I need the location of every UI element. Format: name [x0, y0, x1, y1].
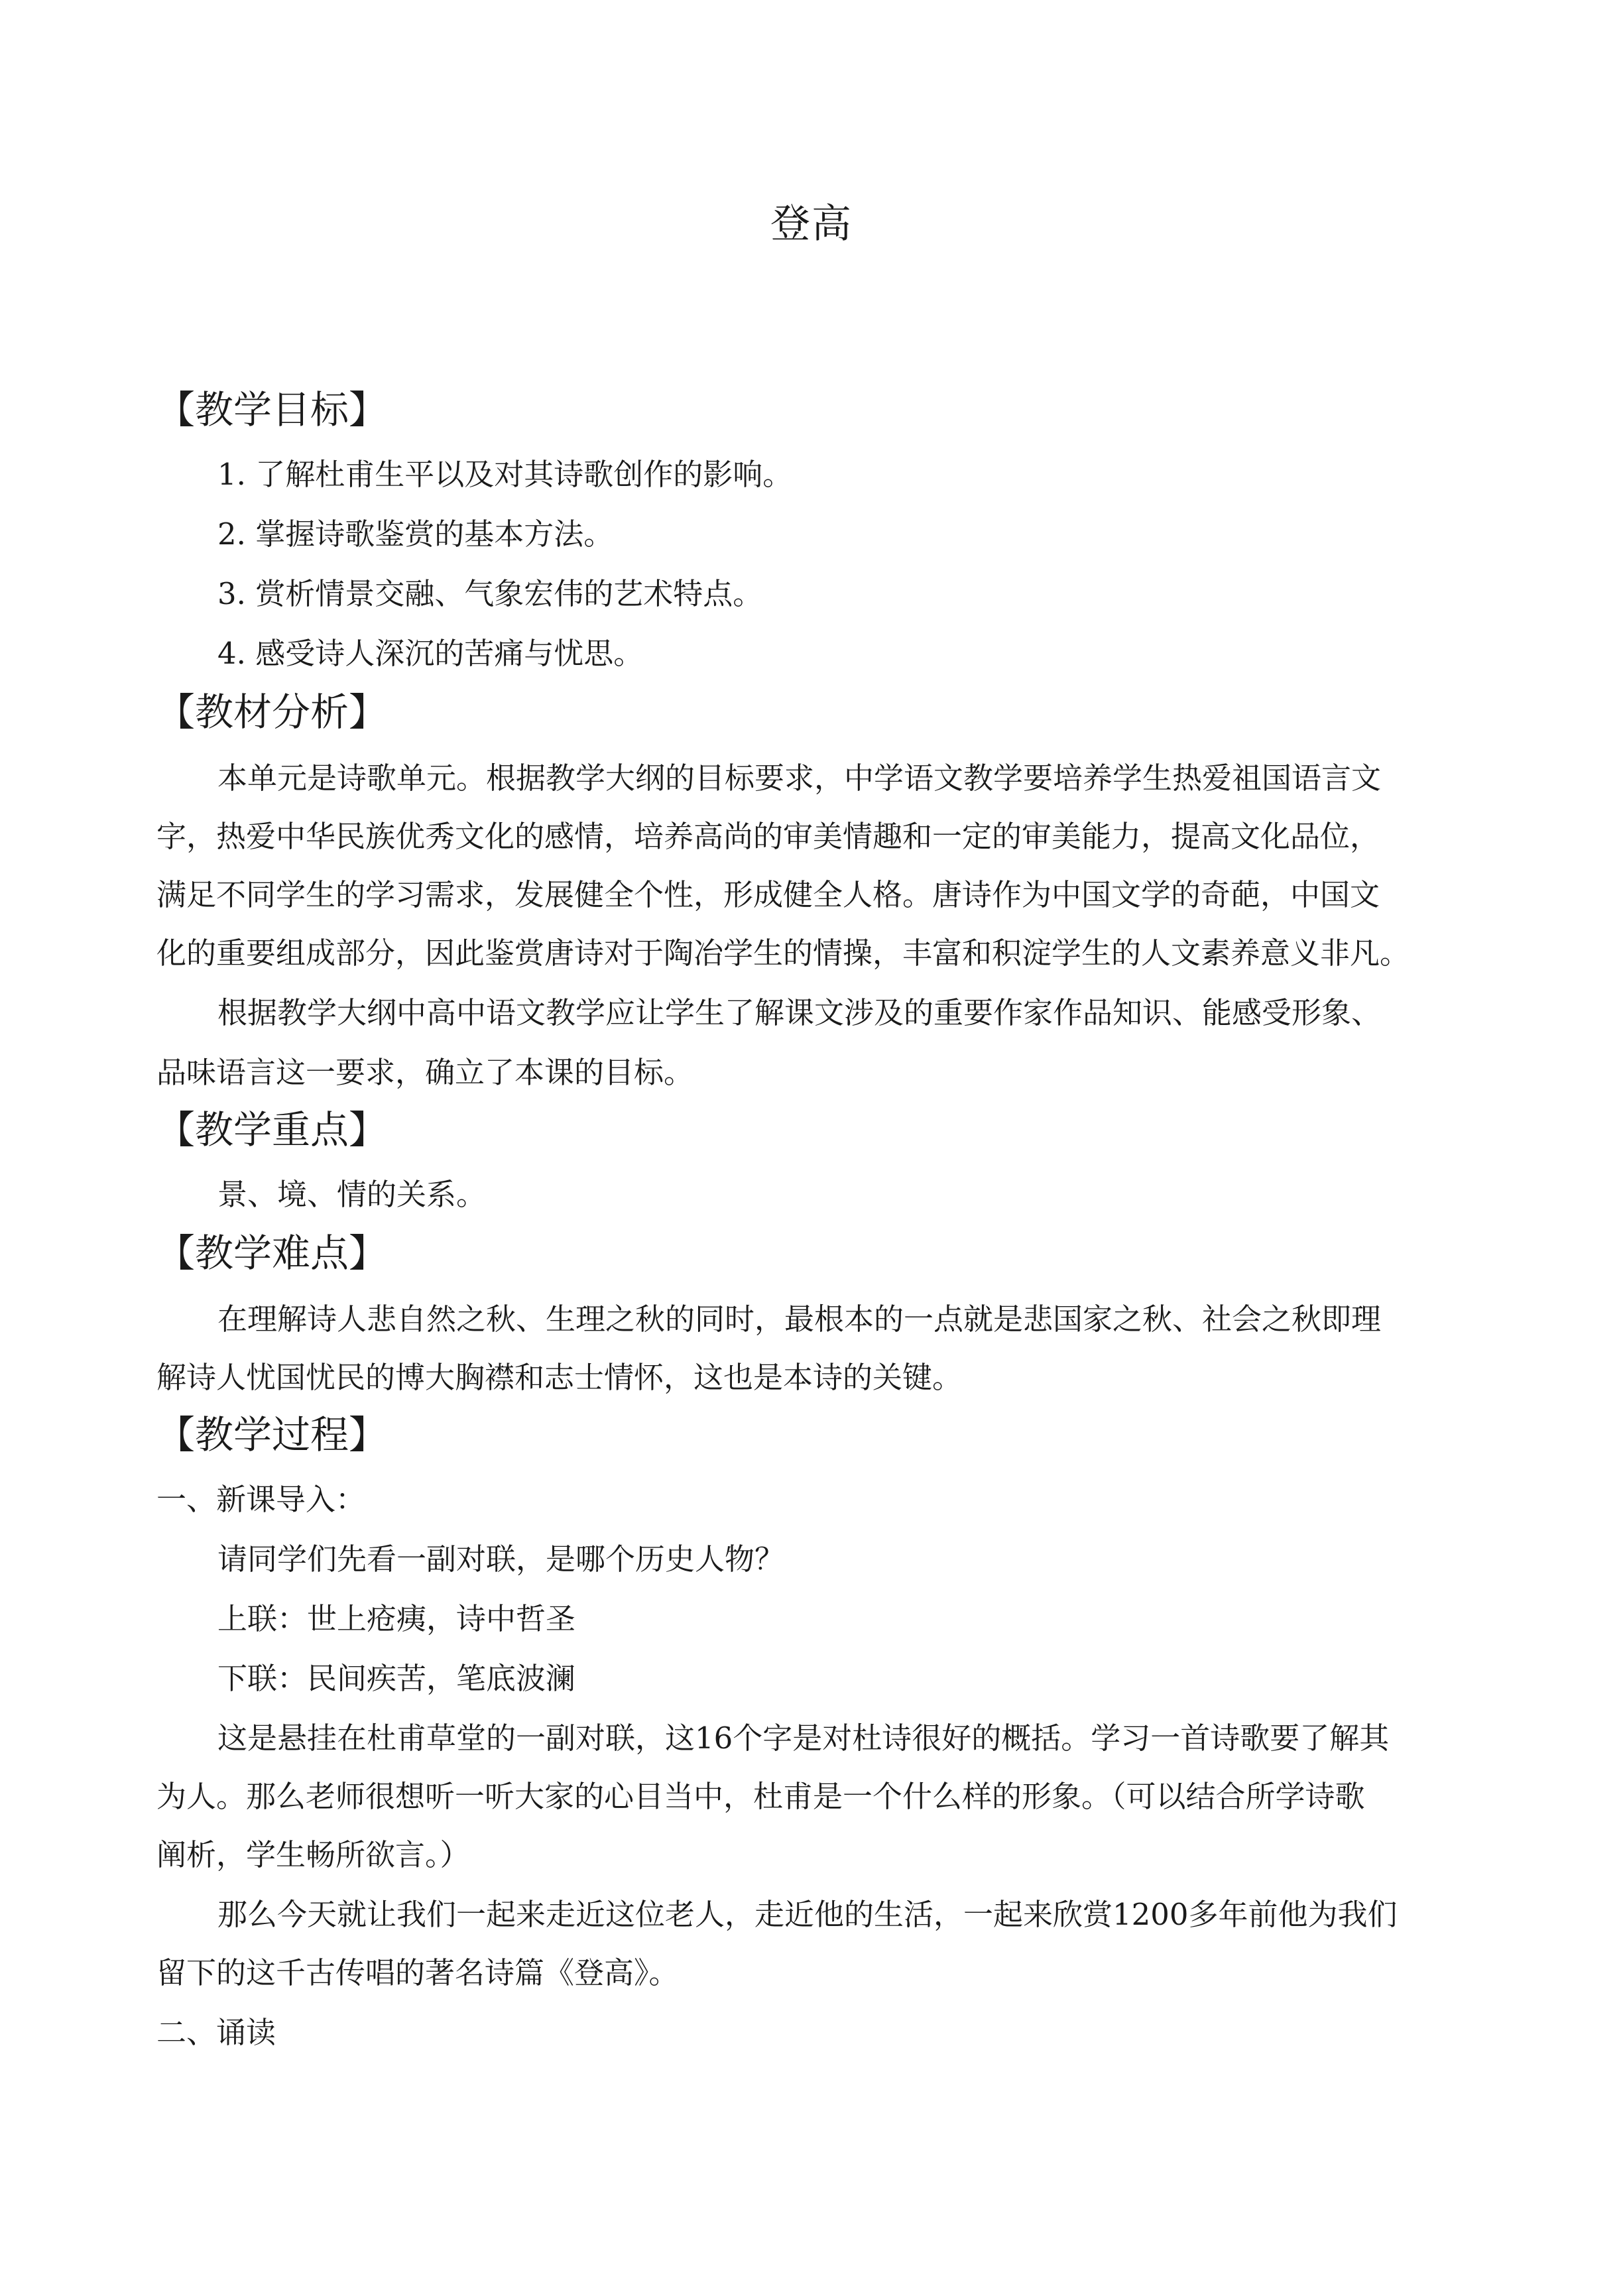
process-part2-title: 二、诵读 — [156, 2015, 276, 2050]
process-heading: 【教学过程】 — [156, 1412, 388, 1457]
objective-item: 3. 赏析情景交融、气象宏伟的艺术特点。 — [217, 576, 763, 611]
process-paragraph-line: 这是悬挂在杜甫草堂的一副对联，这16个字是对杜诗很好的概括。学习一首诗歌要了解其 — [217, 1721, 1390, 1756]
material-paragraph-line: 满足不同学生的学习需求，发展健全个性，形成健全人格。唐诗作为中国文学的奇葩，中国文 — [156, 877, 1380, 912]
material-paragraph-line: 本单元是诗歌单元。根据教学大纲的目标要求，中学语文教学要培养学生热爱祖国语言文 — [217, 760, 1382, 796]
material-paragraph-line: 根据教学大纲中高中语文教学应让学生了解课文涉及的重要作家作品知识、能感受形象、 — [217, 995, 1382, 1030]
process-paragraph-line: 留下的这千古传唱的著名诗篇《登高》。 — [156, 1955, 679, 1990]
difficulty-paragraph-line: 解诗人忧国忧民的博大胸襟和志士情怀，这也是本诗的关键。 — [156, 1360, 963, 1395]
material-heading: 【教材分析】 — [156, 690, 388, 735]
difficulty-heading: 【教学难点】 — [156, 1231, 388, 1276]
key-points-text: 景、境、情的关系。 — [217, 1177, 487, 1212]
material-paragraph-line: 品味语言这一要求，确立了本课的目标。 — [156, 1055, 694, 1090]
process-paragraph-line: 那么今天就让我们一起来走近这位老人，走近他的生活，一起来欣赏1200多年前他为我们 — [217, 1897, 1398, 1932]
key-points-heading: 【教学重点】 — [156, 1107, 388, 1152]
couplet-upper: 上联：世上疮痍，诗中哲圣 — [217, 1601, 576, 1636]
process-part1-title: 一、新课导入： — [156, 1482, 366, 1517]
material-paragraph-line: 化的重要组成部分，因此鉴赏唐诗对于陶冶学生的情操，丰富和积淀学生的人文素养意义非凡。 — [156, 936, 1410, 971]
material-paragraph-line: 字，热爱中华民族优秀文化的感情，培养高尚的审美情趣和一定的审美能力，提高文化品位， — [156, 819, 1380, 854]
objectives-heading: 【教学目标】 — [156, 387, 388, 432]
process-paragraph-line: 为人。那么老师很想听一听大家的心目当中，杜甫是一个什么样的形象。（可以结合所学诗歌 — [156, 1779, 1365, 1814]
page-title: 登高 — [770, 201, 853, 247]
process-paragraph-line: 阐析，学生畅所欲言。） — [156, 1837, 470, 1872]
difficulty-paragraph-line: 在理解诗人悲自然之秋、生理之秋的同时，最根本的一点就是悲国家之秋、社会之秋即理 — [217, 1301, 1382, 1337]
couplet-lower: 下联：民间疾苦，笔底波澜 — [217, 1661, 576, 1696]
objective-item: 4. 感受诗人深沉的苦痛与忧思。 — [217, 636, 644, 671]
process-paragraph-line: 请同学们先看一副对联，是哪个历史人物？ — [217, 1541, 785, 1577]
objective-item: 1. 了解杜甫生平以及对其诗歌创作的影响。 — [217, 457, 793, 492]
objective-item: 2. 掌握诗歌鉴赏的基本方法。 — [217, 516, 614, 552]
